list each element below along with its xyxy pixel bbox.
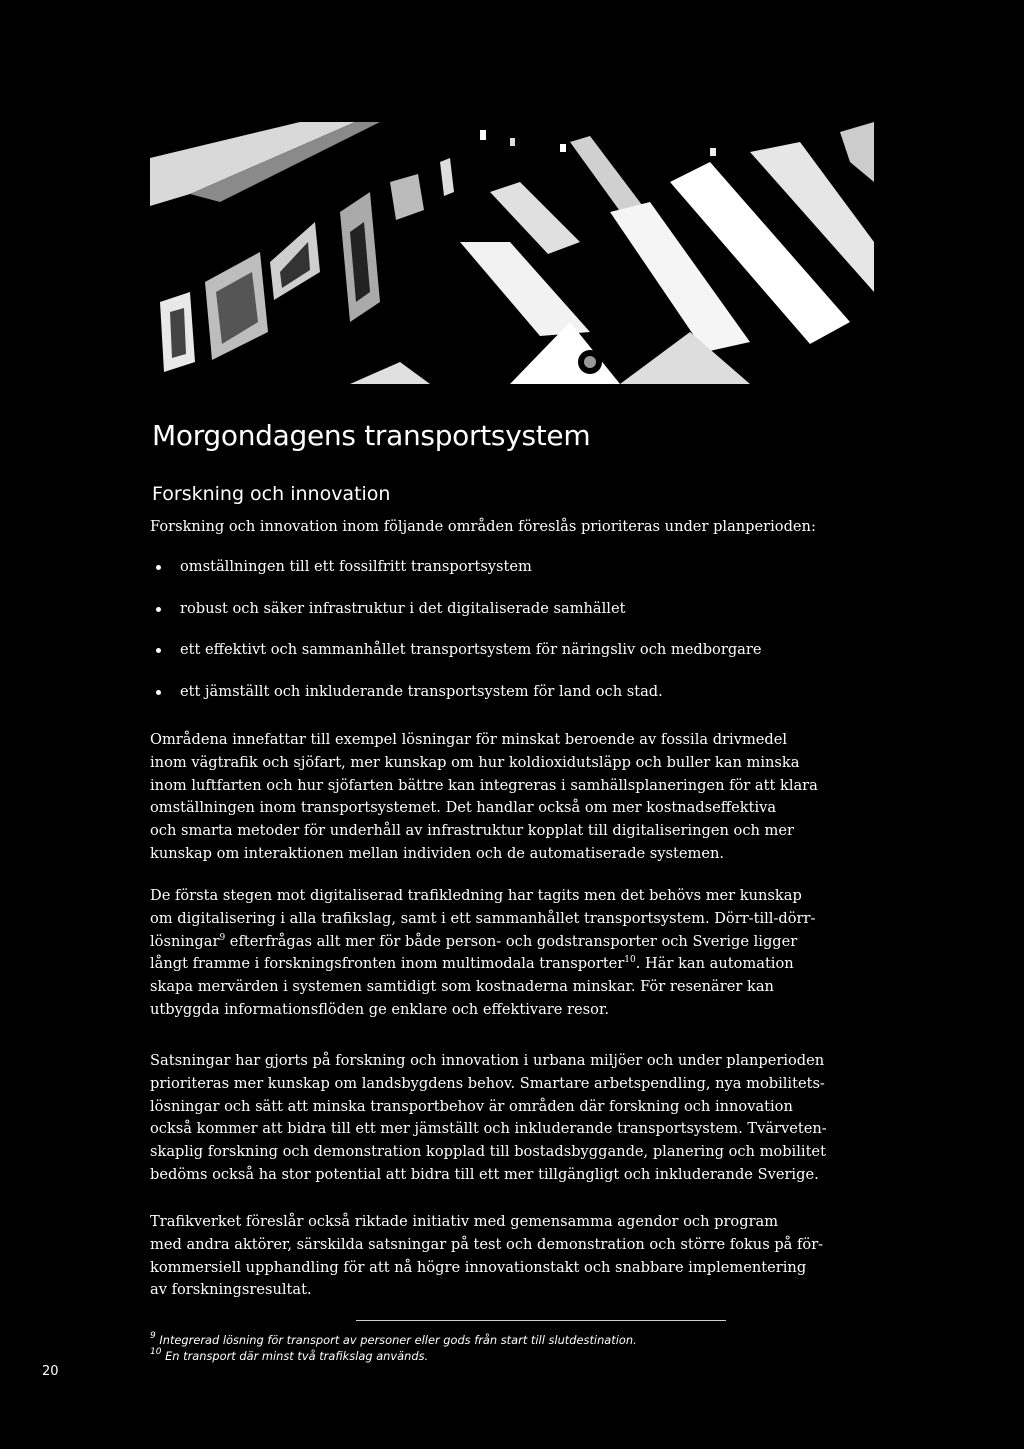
bullet-icon [156,607,161,612]
intro-paragraph: Forskning och innovation inom följande områden föreslås prioriteras under planperioden: [150,518,816,535]
list-item [150,639,890,681]
footnotes [150,1332,890,1364]
body-paragraph [150,885,870,1022]
paragraph-line: skapa mervärden i systemen samtidigt som kostnaderna minskar. För resenärer kan [150,978,774,996]
list-item-text: ett jämställt och inkluderande transportsystem för land och stad. [180,682,663,700]
bullet-icon [156,565,161,570]
list-item [150,598,890,640]
header-photo-graphic [150,122,874,384]
body-paragraph [150,1050,870,1187]
line-text: långt framme i forskningsfronten inom multimodala transporter [150,955,625,973]
list-item [150,556,890,598]
paragraph-line: inom luftfarten och hur sjöfarten bättre kan integreras i samhällsplaneringen för att klara [150,776,818,794]
footnote-number: 9 [150,1331,156,1341]
list-item-text: omställningen till ett fossilfritt transportsystem [180,558,532,575]
paragraph-line: lösningar och sätt att minska transportbehov är områden där forskning och innovation [150,1097,793,1115]
paragraph-line: kommersiell upphandling för att nå högre innovationstakt och snabbare implementering [150,1258,807,1276]
footnote-ref: 9 [219,932,226,943]
paragraph-line: Satsningar har gjorts på forskning och innovation i urbana miljöer och under planperioden [150,1052,825,1069]
bullet-icon [156,648,161,653]
body-paragraph [150,729,870,866]
paragraph-line: med andra aktörer, särskilda satsningar på test och demonstration och större fokus på för- [150,1235,824,1253]
paragraph-line: om digitalisering i alla trafikslag, samt i ett sammanhållet transportsystem. Dörr-till-dörr- [150,909,816,927]
body-paragraph [150,1211,870,1302]
paragraph-line: inom vägtrafik och sjöfart, mer kunskap om hur koldioxidutsläpp och buller kan minska [150,753,800,771]
paragraph-line: också kommer att bidra till ett mer jämställt och inkluderande transportsystem. Tvärveten- [150,1120,827,1138]
section-heading: Forskning och innovation [152,483,391,505]
footnote [150,1348,890,1364]
paragraph-line: skaplig forskning och demonstration kopplad till bostadsbyggande, planering och mobilitet [150,1143,826,1161]
list-item-text: ett effektivt och sammanhållet transportsystem för näringsliv och medborgare [180,641,762,658]
footnote-ref: 10 [624,955,636,966]
list-item [150,681,890,723]
line-text: . Här kan automation [635,955,794,973]
paragraph-line [150,953,870,976]
priority-list [150,556,890,722]
header-photo [150,122,874,384]
bullet-icon [156,690,161,695]
paragraph-line: De första stegen mot digitaliserad trafikledning har tagits men det behövs mer kunskap [150,887,802,904]
paragraph-line: Områdena innefattar till exempel lösningar för minskat beroende av fossila drivmedel [150,731,788,748]
paragraph-line: av forskningsresultat. [150,1281,312,1299]
paragraph-line: Trafikverket föreslår också riktade initiativ med gemensamma agendor och program [150,1213,779,1230]
footnote-text: Integrerad lösning för transport av personer eller gods från start till slutdestination. [159,1333,637,1347]
paragraph-line: utbyggda informationsflöden ge enklare och effektivare resor. [150,1000,609,1018]
footnote-divider [356,1320,726,1321]
paragraph-line: bedöms också ha stor potential att bidra till ett mer tillgängligt och inkluderande Sverige. [150,1165,819,1183]
paragraph-line: och smarta metoder för underhåll av infrastruktur kopplat till digitaliseringen och mer [150,822,794,840]
line-text: lösningar [150,932,220,950]
paragraph-line: kunskap om interaktionen mellan individen och de automatiserade systemen. [150,844,725,862]
list-item-text: robust och säker infrastruktur i det digitaliserade samhället [180,599,626,617]
page-number: 20 [42,1364,59,1379]
paragraph-line [150,931,870,954]
footnote-text: En transport där minst två trafikslag används. [165,1349,429,1363]
footnote-number: 10 [150,1347,162,1357]
paragraph-line: prioriteras mer kunskap om landsbygdens behov. Smartare arbetspendling, nya mobilitets- [150,1074,825,1092]
line-text: efterfrågas allt mer för både person- och godstransporter och Sverige ligger [225,932,798,950]
page-title: Morgondagens transportsystem [152,419,591,452]
paragraph-line: omställningen inom transportsystemet. Det handlar också om mer kostnadseffektiva [150,799,777,817]
footnote [150,1332,890,1348]
